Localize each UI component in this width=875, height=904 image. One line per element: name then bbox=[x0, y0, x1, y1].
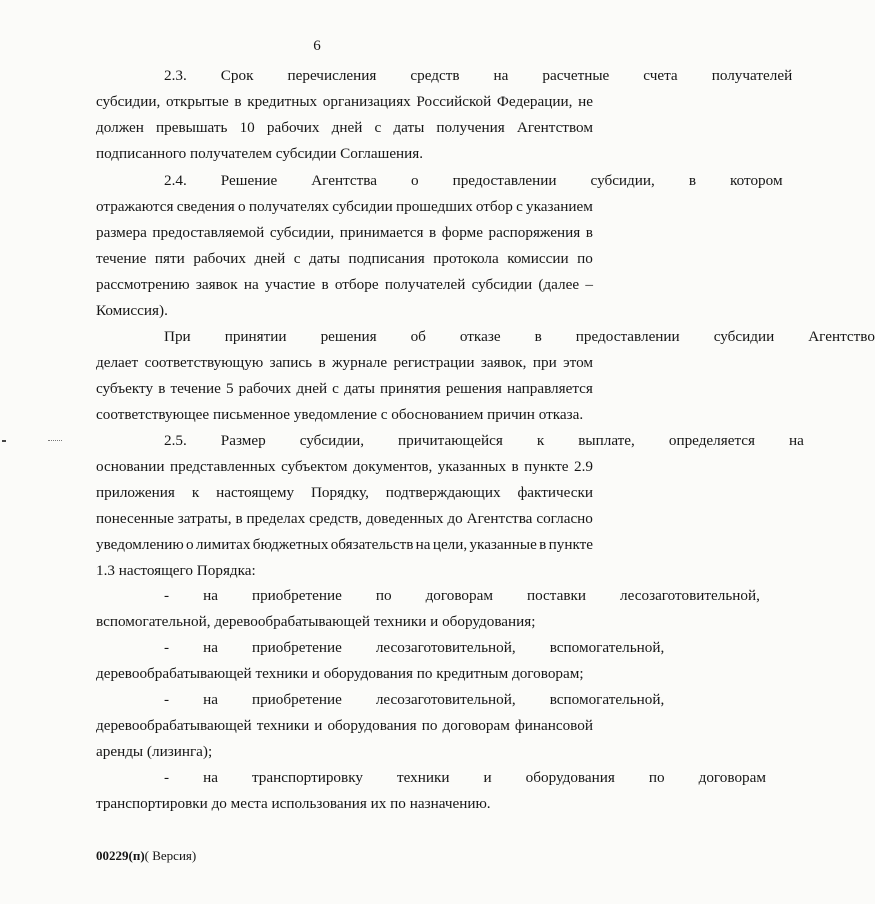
word: отбор bbox=[475, 198, 513, 215]
word: пункте bbox=[524, 458, 569, 475]
word: на bbox=[203, 691, 218, 708]
word: заявок, bbox=[480, 354, 527, 371]
word: Российской bbox=[416, 93, 492, 110]
word: бюджетных bbox=[252, 536, 329, 553]
paragraph-2-3 bbox=[96, 63, 793, 167]
word: настоящему bbox=[216, 484, 295, 501]
word: указанные bbox=[469, 536, 537, 553]
word: приложения bbox=[96, 484, 175, 501]
word: на bbox=[415, 536, 431, 553]
word: лесозаготовительной, bbox=[620, 587, 760, 604]
text-line bbox=[96, 480, 593, 506]
word: указанием bbox=[526, 198, 593, 215]
word: субсидии bbox=[713, 328, 775, 345]
word: предоставлении bbox=[575, 328, 680, 345]
word: предоставлении bbox=[452, 172, 557, 189]
word: Решение bbox=[220, 172, 278, 189]
word: на bbox=[203, 769, 218, 786]
word: 2.3. bbox=[164, 67, 187, 84]
word: в bbox=[235, 510, 243, 527]
word: в bbox=[429, 224, 437, 241]
word: до bbox=[447, 510, 463, 527]
word: лесозаготовительной, bbox=[375, 691, 516, 708]
word: расчетные bbox=[542, 67, 610, 84]
text-line bbox=[96, 376, 593, 402]
text-line bbox=[96, 350, 593, 376]
word: поставки bbox=[526, 587, 587, 604]
word: делает bbox=[96, 354, 139, 371]
word: (далее bbox=[538, 276, 580, 293]
text-line: вспомогательной, деревообрабатывающей техники и оборудования; bbox=[96, 613, 536, 630]
word: деревообрабатывающей bbox=[96, 717, 252, 734]
text-line: подписанного получателем субсидии Соглашения. bbox=[96, 145, 424, 162]
word: 10 bbox=[239, 119, 255, 136]
word: протокола bbox=[433, 250, 499, 267]
word: субсидии, bbox=[96, 93, 161, 110]
word: принятия bbox=[380, 380, 441, 397]
word: на bbox=[789, 432, 804, 449]
word: с bbox=[374, 119, 382, 136]
word: - bbox=[164, 691, 170, 708]
word: подписания bbox=[348, 250, 425, 267]
text-line bbox=[96, 765, 766, 791]
word: на bbox=[493, 67, 509, 84]
word: приобретение bbox=[251, 691, 342, 708]
word: получателей bbox=[384, 276, 466, 293]
word: с bbox=[332, 380, 339, 397]
word: подтверждающих bbox=[385, 484, 501, 501]
word: 2.4. bbox=[164, 172, 187, 189]
word: дней bbox=[254, 250, 286, 267]
word: принятии bbox=[224, 328, 287, 345]
word: пяти bbox=[154, 250, 185, 267]
word: Агентство bbox=[808, 328, 875, 345]
word: перечисления bbox=[287, 67, 377, 84]
word: договорам bbox=[425, 587, 493, 604]
paragraph-refusal bbox=[96, 324, 875, 428]
word: оборудования bbox=[525, 769, 615, 786]
word: кредитных bbox=[247, 93, 318, 110]
word: - bbox=[164, 639, 170, 656]
word: вспомогательной, bbox=[549, 639, 665, 656]
word: договорам bbox=[442, 717, 510, 734]
text-line: 1.3 настоящего Порядка: bbox=[96, 562, 256, 579]
word: дней bbox=[331, 119, 363, 136]
word: о bbox=[186, 536, 194, 553]
word: транспортировку bbox=[251, 769, 363, 786]
word: Агентством bbox=[516, 119, 593, 136]
word: по bbox=[421, 717, 438, 734]
word: сведения bbox=[176, 198, 235, 215]
word: субъекту bbox=[96, 380, 154, 397]
word: на bbox=[203, 587, 218, 604]
word: субсидии bbox=[332, 198, 393, 215]
word: участие bbox=[264, 276, 316, 293]
word: течение bbox=[170, 380, 221, 397]
paragraph-2-5 bbox=[96, 428, 804, 584]
word: по bbox=[648, 769, 665, 786]
word: вспомогательной, bbox=[549, 691, 665, 708]
word: приобретение bbox=[251, 639, 342, 656]
word: даты bbox=[393, 119, 425, 136]
text-line bbox=[96, 89, 593, 115]
bullet-leasing-contracts bbox=[96, 687, 665, 765]
text-line bbox=[96, 454, 593, 480]
scan-artifact-mark bbox=[2, 440, 6, 442]
word: получателях bbox=[248, 198, 330, 215]
word: котором bbox=[730, 172, 783, 189]
word: рассмотрению bbox=[96, 276, 190, 293]
word: указанных bbox=[437, 458, 507, 475]
word: субсидии bbox=[471, 276, 533, 293]
text-line bbox=[96, 246, 593, 272]
word: понесенные bbox=[96, 510, 174, 527]
word: в bbox=[234, 93, 242, 110]
text-line bbox=[96, 532, 593, 558]
word: субъектом bbox=[281, 458, 348, 475]
word: средств bbox=[410, 67, 460, 84]
text-line: Комиссия). bbox=[96, 302, 168, 319]
word: открытые bbox=[165, 93, 229, 110]
word: лесозаготовительной, bbox=[375, 639, 516, 656]
text-line bbox=[96, 272, 593, 298]
word: согласно bbox=[536, 510, 593, 527]
word: о bbox=[410, 172, 419, 189]
bullet-supply-contracts bbox=[96, 583, 760, 635]
word: о bbox=[238, 198, 246, 215]
word: рабочих bbox=[193, 250, 246, 267]
word: и bbox=[314, 717, 323, 734]
document-version-code bbox=[96, 848, 196, 864]
word: субсидии, bbox=[590, 172, 655, 189]
word: определяется bbox=[668, 432, 756, 449]
word: финансовой bbox=[514, 717, 593, 734]
word: в bbox=[688, 172, 697, 189]
word: форме bbox=[441, 224, 483, 241]
word: Федерации, bbox=[496, 93, 573, 110]
text-line: аренды (лизинга); bbox=[96, 743, 213, 760]
bullet-credit-contracts bbox=[96, 635, 665, 687]
word: рабочих bbox=[238, 380, 292, 397]
word: даты bbox=[344, 380, 375, 397]
word: – bbox=[585, 276, 593, 293]
word: отборе bbox=[334, 276, 379, 293]
word: средств, bbox=[309, 510, 363, 527]
word: с bbox=[516, 198, 523, 215]
word: направляется bbox=[506, 380, 593, 397]
word: счета bbox=[643, 67, 678, 84]
text-line: соответствующее письменное уведомление с обоснованием причин отказа. bbox=[96, 406, 584, 423]
word: выплате, bbox=[578, 432, 635, 449]
word: субсидии, bbox=[269, 224, 335, 241]
text-line bbox=[96, 428, 804, 454]
document-version-label: ( Версия) bbox=[144, 848, 197, 863]
word: соответствующую bbox=[144, 354, 264, 371]
word: Агентства bbox=[311, 172, 377, 189]
word: запись bbox=[269, 354, 313, 371]
text-line bbox=[96, 713, 593, 739]
word: документов, bbox=[352, 458, 433, 475]
text-line bbox=[96, 324, 875, 350]
word: распоряжения bbox=[488, 224, 581, 241]
word: даты bbox=[309, 250, 340, 267]
word: по bbox=[375, 587, 392, 604]
word: пределах bbox=[246, 510, 306, 527]
word: принимается bbox=[339, 224, 424, 241]
word: регистрации bbox=[393, 354, 475, 371]
word: в bbox=[158, 380, 166, 397]
word: - bbox=[164, 587, 170, 604]
word: журнале bbox=[332, 354, 388, 371]
word: Срок bbox=[220, 67, 254, 84]
word: решения bbox=[320, 328, 377, 345]
word: фактически bbox=[517, 484, 593, 501]
text-line bbox=[96, 115, 593, 141]
word: Размер bbox=[220, 432, 266, 449]
text-line bbox=[96, 63, 793, 89]
word: оборудования bbox=[327, 717, 417, 734]
text-line: деревообрабатывающей техники и оборудования по кредитным договорам; bbox=[96, 665, 584, 682]
word: течение bbox=[96, 250, 147, 267]
word: получения bbox=[436, 119, 505, 136]
bullet-transportation bbox=[96, 765, 766, 817]
document-code: 00229(п) bbox=[96, 848, 145, 863]
text-line bbox=[96, 168, 783, 194]
word: по bbox=[577, 250, 593, 267]
word: к bbox=[536, 432, 545, 449]
word: договорам bbox=[698, 769, 766, 786]
word: прошедших bbox=[395, 198, 473, 215]
word: рабочих bbox=[266, 119, 320, 136]
word: причитающейся bbox=[398, 432, 503, 449]
word: на bbox=[243, 276, 259, 293]
word: доведенных bbox=[365, 510, 444, 527]
word: организациях bbox=[322, 93, 411, 110]
word: пункте bbox=[548, 536, 593, 553]
word: в bbox=[585, 224, 593, 241]
word: уведомлению bbox=[96, 536, 184, 553]
text-line bbox=[96, 194, 593, 220]
word: в bbox=[321, 276, 329, 293]
word: основании bbox=[96, 458, 165, 475]
word: заявок bbox=[195, 276, 238, 293]
word: на bbox=[203, 639, 218, 656]
word: с bbox=[293, 250, 301, 267]
word: 2.5. bbox=[164, 432, 187, 449]
word: в bbox=[539, 536, 547, 553]
word: обязательств bbox=[330, 536, 414, 553]
word: в bbox=[534, 328, 542, 345]
word: субсидии, bbox=[299, 432, 365, 449]
word: техники bbox=[256, 717, 310, 734]
paragraph-2-4 bbox=[96, 168, 783, 324]
word: об bbox=[410, 328, 426, 345]
word: превышать bbox=[156, 119, 228, 136]
word: не bbox=[578, 93, 593, 110]
word: при bbox=[532, 354, 557, 371]
word: решения bbox=[445, 380, 502, 397]
word: Агентства bbox=[466, 510, 533, 527]
text-line bbox=[96, 506, 593, 532]
word: цели, bbox=[432, 536, 468, 553]
word: этом bbox=[563, 354, 593, 371]
word: Порядку, bbox=[310, 484, 369, 501]
word: предоставляемой bbox=[152, 224, 265, 241]
word: При bbox=[164, 328, 191, 345]
word: в bbox=[511, 458, 519, 475]
word: затраты, bbox=[177, 510, 232, 527]
text-line: транспортировки до места использования их по назначению. bbox=[96, 795, 491, 812]
word: дней bbox=[296, 380, 328, 397]
text-line bbox=[96, 635, 665, 661]
word: отражаются bbox=[96, 198, 174, 215]
word: 2.9 bbox=[573, 458, 593, 475]
word: к bbox=[191, 484, 200, 501]
word: размера bbox=[96, 224, 147, 241]
text-line bbox=[96, 583, 760, 609]
word: отказе bbox=[459, 328, 501, 345]
word: лимитах bbox=[195, 536, 251, 553]
page-number: 6 bbox=[313, 38, 321, 54]
word: приобретение bbox=[251, 587, 342, 604]
word: в bbox=[318, 354, 326, 371]
word: представленных bbox=[169, 458, 276, 475]
word: - bbox=[164, 769, 170, 786]
word: и bbox=[483, 769, 492, 786]
text-line bbox=[96, 687, 665, 713]
text-line bbox=[96, 220, 593, 246]
scan-artifact-dots bbox=[48, 440, 62, 442]
word: 5 bbox=[225, 380, 234, 397]
word: комиссии bbox=[507, 250, 569, 267]
word: техники bbox=[396, 769, 450, 786]
word: получателей bbox=[711, 67, 793, 84]
word: должен bbox=[96, 119, 144, 136]
